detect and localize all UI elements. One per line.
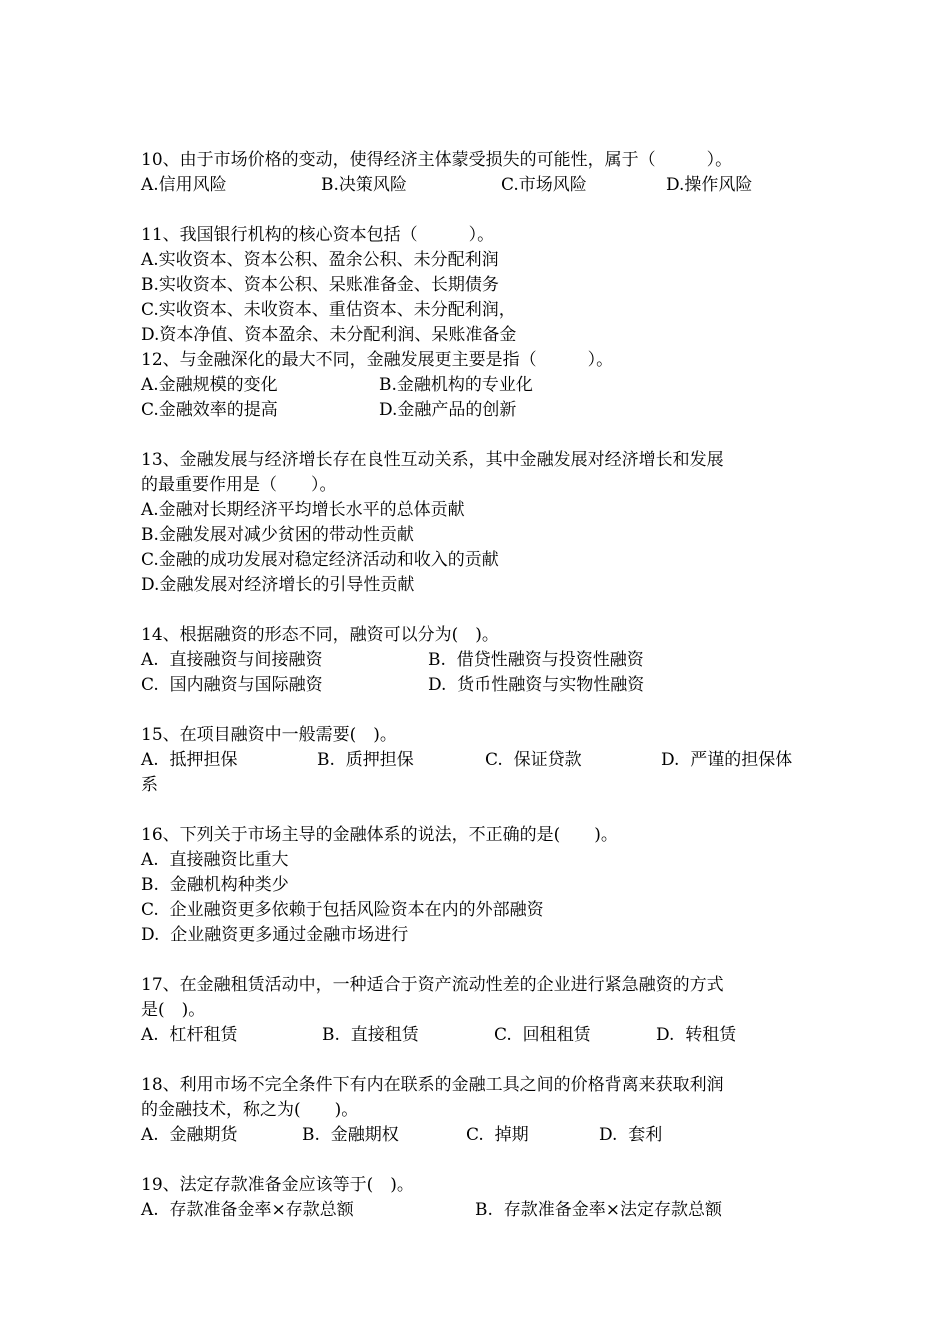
option-row: [141, 1123, 813, 1148]
question-12: [141, 348, 813, 423]
option-d: D. 套利: [599, 1125, 663, 1145]
option-c: C. 国内融资与国际融资: [141, 675, 323, 695]
option-b: B. 金融机构种类少: [141, 875, 289, 895]
question-stem: 13、金融发展与经济增长存在良性互动关系，其中金融发展对经济增长和发展: [141, 450, 724, 470]
option-a: A. 直接融资与间接融资: [141, 650, 323, 670]
question-13: [141, 448, 813, 598]
option-b: B. 金融期权: [302, 1125, 399, 1145]
option-b: B. 直接租赁: [322, 1025, 419, 1045]
question-16: [141, 823, 813, 948]
option-c: C. 掉期: [466, 1125, 529, 1145]
option-row: [141, 673, 813, 698]
option-b: B. 借贷性融资与投资性融资: [428, 650, 644, 670]
question-17: [141, 973, 813, 1048]
option-d-continued: 系: [141, 775, 158, 795]
question-15: [141, 723, 813, 798]
option-row: [141, 398, 813, 423]
question-stem-continued: 的金融技术，称之为( )。: [141, 1100, 359, 1120]
question-11: [141, 223, 813, 348]
option-a: A. 金融期货: [141, 1125, 238, 1145]
option-b: B.金融发展对减少贫困的带动性贡献: [141, 525, 414, 545]
option-d: D.操作风险: [666, 175, 753, 195]
option-row: [141, 1198, 813, 1223]
option-b: B.金融机构的专业化: [379, 375, 533, 395]
option-a: A. 直接融资比重大: [141, 850, 289, 870]
question-19: [141, 1173, 813, 1223]
option-a: A.实收资本、资本公积、盈余公积、未分配利润: [141, 250, 499, 270]
option-c: C.金融效率的提高: [141, 400, 278, 420]
option-row: [141, 648, 813, 673]
question-stem: 15、在项目融资中一般需要( )。: [141, 725, 397, 745]
option-row: [141, 373, 813, 398]
option-b: B.实收资本、资本公积、呆账准备金、长期债务: [141, 275, 499, 295]
option-b: B. 存款准备金率×法定存款总额: [475, 1200, 722, 1220]
option-a: A.金融规模的变化: [141, 375, 278, 395]
question-18: [141, 1073, 813, 1148]
option-a: A.金融对长期经济平均增长水平的总体贡献: [141, 500, 465, 520]
question-10: [141, 148, 813, 198]
option-d: D. 货币性融资与实物性融资: [428, 675, 645, 695]
option-c: C. 保证贷款: [485, 750, 582, 770]
option-row: [141, 173, 813, 198]
question-14: [141, 623, 813, 698]
question-stem: 11、我国银行机构的核心资本包括（ ）。: [141, 225, 495, 245]
option-d: D.资本净值、资本盈余、未分配利润、呆账准备金: [141, 325, 517, 345]
option-d: D. 转租赁: [656, 1025, 737, 1045]
question-stem: 17、在金融租赁活动中，一种适合于资产流动性差的企业进行紧急融资的方式: [141, 975, 724, 995]
option-d: D.金融发展对经济增长的引导性贡献: [141, 575, 415, 595]
option-c: C.金融的成功发展对稳定经济活动和收入的贡献: [141, 550, 499, 570]
option-b: B. 质押担保: [317, 750, 414, 770]
question-stem: 16、下列关于市场主导的金融体系的说法，不正确的是( )。: [141, 825, 618, 845]
option-c: C. 回租租赁: [494, 1025, 591, 1045]
option-c: C.实收资本、未收资本、重估资本、未分配利润，: [141, 300, 516, 320]
question-stem: 12、与金融深化的最大不同，金融发展更主要是指（ ）。: [141, 350, 614, 370]
option-d: D. 企业融资更多通过金融市场进行: [141, 925, 409, 945]
option-d: D. 严谨的担保体: [661, 750, 793, 770]
option-c: C.市场风险: [501, 175, 587, 195]
question-stem: 10、由于市场价格的变动，使得经济主体蒙受损失的可能性，属于（ ）。: [141, 150, 733, 170]
option-c: C. 企业融资更多依赖于包括风险资本在内的外部融资: [141, 900, 544, 920]
option-a: A. 抵押担保: [141, 750, 238, 770]
question-stem-continued: 是( )。: [141, 1000, 206, 1020]
question-stem: 19、法定存款准备金应该等于( )。: [141, 1175, 414, 1195]
option-row: [141, 748, 813, 773]
option-a: A.信用风险: [141, 175, 227, 195]
question-stem: 18、利用市场不完全条件下有内在联系的金融工具之间的价格背离来获取利润: [141, 1075, 724, 1095]
option-row: [141, 1023, 813, 1048]
option-a: A. 存款准备金率×存款总额: [141, 1200, 354, 1220]
option-a: A. 杠杆租赁: [141, 1025, 238, 1045]
option-b: B.决策风险: [321, 175, 407, 195]
option-d: D.金融产品的创新: [379, 400, 517, 420]
question-stem-continued: 的最重要作用是（ ）。: [141, 475, 337, 495]
question-stem: 14、根据融资的形态不同，融资可以分为( )。: [141, 625, 499, 645]
question-list: [141, 148, 813, 1248]
